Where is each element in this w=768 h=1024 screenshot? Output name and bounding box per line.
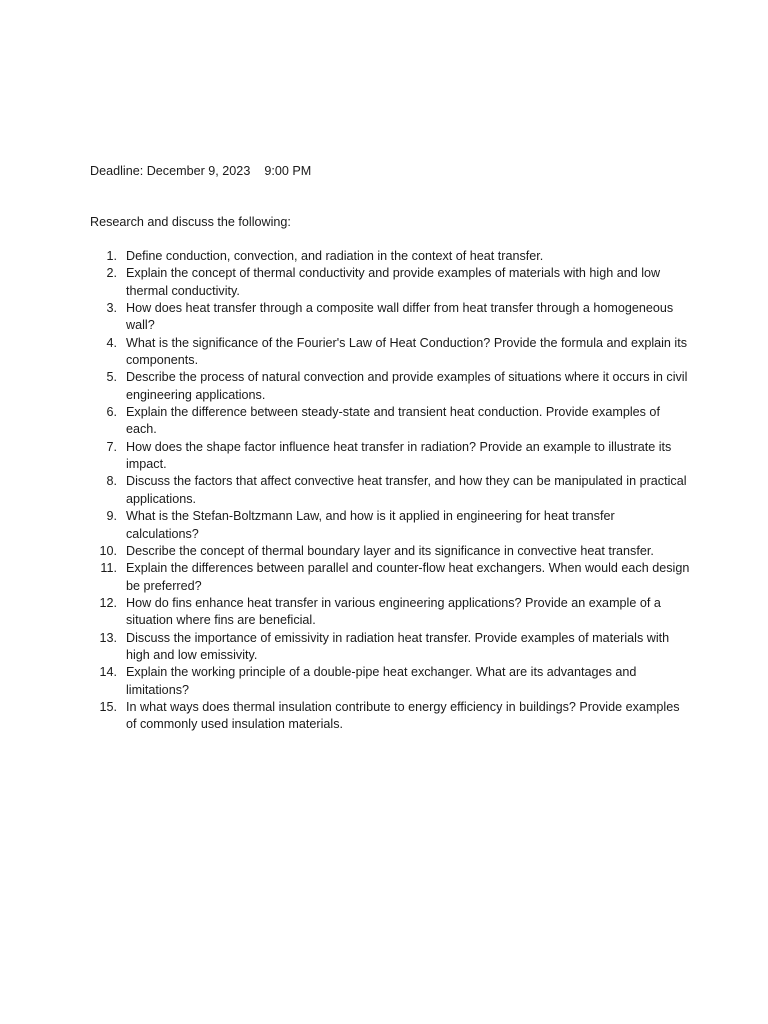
list-item-text: How do fins enhance heat transfer in various engineering applications? Provide an example of a situation where fins are beneficial. [126,595,661,628]
list-item-number: 10. [99,543,117,558]
list-item-text: Discuss the factors that affect convective heat transfer, and how they can be manipulated in practical applications. [126,474,687,506]
list-item-text: Describe the process of natural convection and provide examples of situations where it occurs in civil engineering applications. [126,370,688,402]
list-item-number: 1. [106,249,117,263]
list-item-text: Explain the difference between steady-state and transient heat conduction. Provide examples of each. [126,405,660,437]
list-item-number: 12. [99,595,117,610]
list-item [90,630,690,665]
list-item [90,508,690,543]
question-list [90,248,690,734]
list-item [90,543,690,560]
list-item [90,664,690,699]
list-item [90,300,690,335]
list-item-text: How does the shape factor influence heat transfer in radiation? Provide an example to illustrate its impact. [126,439,672,472]
list-item-number: 2. [106,266,117,281]
list-item-text: Explain the concept of thermal conductivity and provide examples of materials with high and low thermal conductivity. [126,266,661,298]
list-item-number: 9. [106,509,117,524]
list-item [90,560,690,595]
list-item-text: Define conduction, convection, and radiation in the context of heat transfer. [126,249,544,263]
list-item-text: Explain the working principle of a double-pipe heat exchanger. What are its advantages and limitations? [126,665,637,697]
list-item-number: 8. [106,474,117,489]
list-item-number: 6. [106,405,117,420]
list-item-number: 14. [99,665,117,680]
list-item-text: What is the significance of the Fourier's Law of Heat Conduction? Provide the formula and explain its components. [126,335,688,368]
list-item-text: Discuss the importance of emissivity in radiation heat transfer. Provide examples of materials with high and low emissivity. [126,630,670,662]
intro-text: Research and discuss the following: [90,215,291,229]
list-item-text: In what ways does thermal insulation contribute to energy efficiency in buildings? Provide examples of commonly used insulation materials. [126,699,680,732]
list-item-text: Explain the differences between parallel and counter-flow heat exchangers. When would each design be preferred? [126,561,690,593]
list-item [90,248,690,265]
list-item [90,439,690,474]
list-item-number: 4. [106,335,117,350]
list-item-number: 13. [99,630,117,645]
list-item-text: How does heat transfer through a composite wall differ from heat transfer through a homogeneous wall? [126,301,674,333]
list-item [90,595,690,630]
list-item-number: 7. [106,439,117,454]
list-item-text: Describe the concept of thermal boundary layer and its significance in convective heat transfer. [126,543,654,558]
list-item [90,335,690,370]
list-item [90,473,690,508]
list-item [90,404,690,439]
list-item-number: 15. [99,699,117,714]
list-item-number: 3. [106,301,117,316]
deadline-text: Deadline: December 9, 2023 9:00 PM [90,164,312,178]
list-item [90,699,690,734]
list-item [90,369,690,404]
list-item-number: 11. [100,561,117,576]
list-item-number: 5. [106,370,117,385]
list-item [90,265,690,300]
list-item-text: What is the Stefan-Boltzmann Law, and how is it applied in engineering for heat transfer calculations? [126,509,615,541]
